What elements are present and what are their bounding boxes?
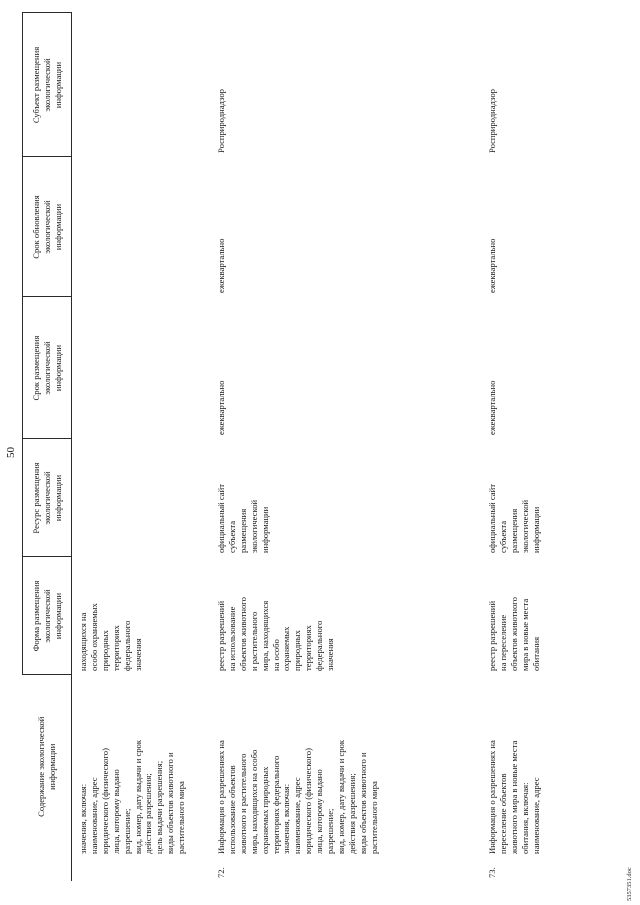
row-placement-subject: Росприроднадзор — [216, 89, 226, 153]
row-placement-resource: официальный сайт субъекта размещения экологической информации — [487, 484, 541, 553]
row-placement-term — [72, 297, 208, 439]
row-update-term — [72, 157, 208, 297]
row-placement-form: реестр разрешений на использование объектов животного и растительного мира, находящихся на особо охраняемых природных территориях федерального значения — [216, 597, 336, 671]
header-update-term: Срок обновления экологической информации — [23, 157, 72, 297]
row-content: значения, включая: наименование, адрес юридического (физического) лица, которому выдано разрешение; вид, номер, дату выдачи и срок действия разрешения; цель выдачи разрешения; виды объектов животного и растительного мира — [78, 739, 187, 854]
row-placement-subject — [72, 13, 208, 157]
page-number: 50 — [5, 447, 17, 458]
table-row — [478, 13, 604, 881]
row-update-term: ежеквартально — [216, 238, 226, 293]
row-update-term: ежеквартально — [487, 238, 497, 293]
row-placement-term: ежеквартально — [216, 380, 226, 435]
table-row — [207, 13, 478, 881]
row-placement-resource: официальный сайт субъекта размещения экологической информации — [216, 484, 270, 553]
table-row — [72, 13, 208, 881]
row-placement-resource — [72, 439, 208, 557]
environmental-information-table — [22, 13, 604, 882]
header-placement-resource: Ресурс размещения экологической информации — [23, 439, 72, 557]
row-number: 73. — [487, 867, 497, 878]
header-placement-subject: Субъект размещения экологической информации — [23, 13, 72, 157]
row-number: 72. — [216, 867, 226, 878]
row-number — [72, 858, 208, 881]
row-content: Информация о разрешениях на переселение объектов животного мира в новые места обитания, включая: наименование, адрес — [487, 740, 541, 854]
header-placement-term: Срок размещения экологической информации — [23, 297, 72, 439]
header-placement-form: Форма размещения экологической информации — [23, 557, 72, 675]
table-header-row — [23, 13, 72, 881]
row-placement-subject: Росприроднадзор — [487, 89, 497, 153]
document-file-code: 5357351.doc — [626, 867, 633, 901]
row-content: Информация о разрешениях на использование объектов животного и растительного мира, находящихся на особо охраняемых природных территориях федерального значения, включая: наименование, адрес юридического (физического) лица, которому выдано разрешение; вид, номер, дату выдачи и срок действия разрешения; виды объектов животного и растительного мира — [216, 739, 379, 854]
row-placement-form: реестр разрешений на переселение объектов животного мира в новые места обитания — [487, 597, 541, 671]
row-placement-term: ежеквартально — [487, 380, 497, 435]
header-content: Содержание экологической информации — [23, 675, 72, 858]
header-number — [23, 858, 72, 881]
row-placement-form: находящихся на особо охраняемых природных территориях федерального значения — [78, 603, 143, 671]
